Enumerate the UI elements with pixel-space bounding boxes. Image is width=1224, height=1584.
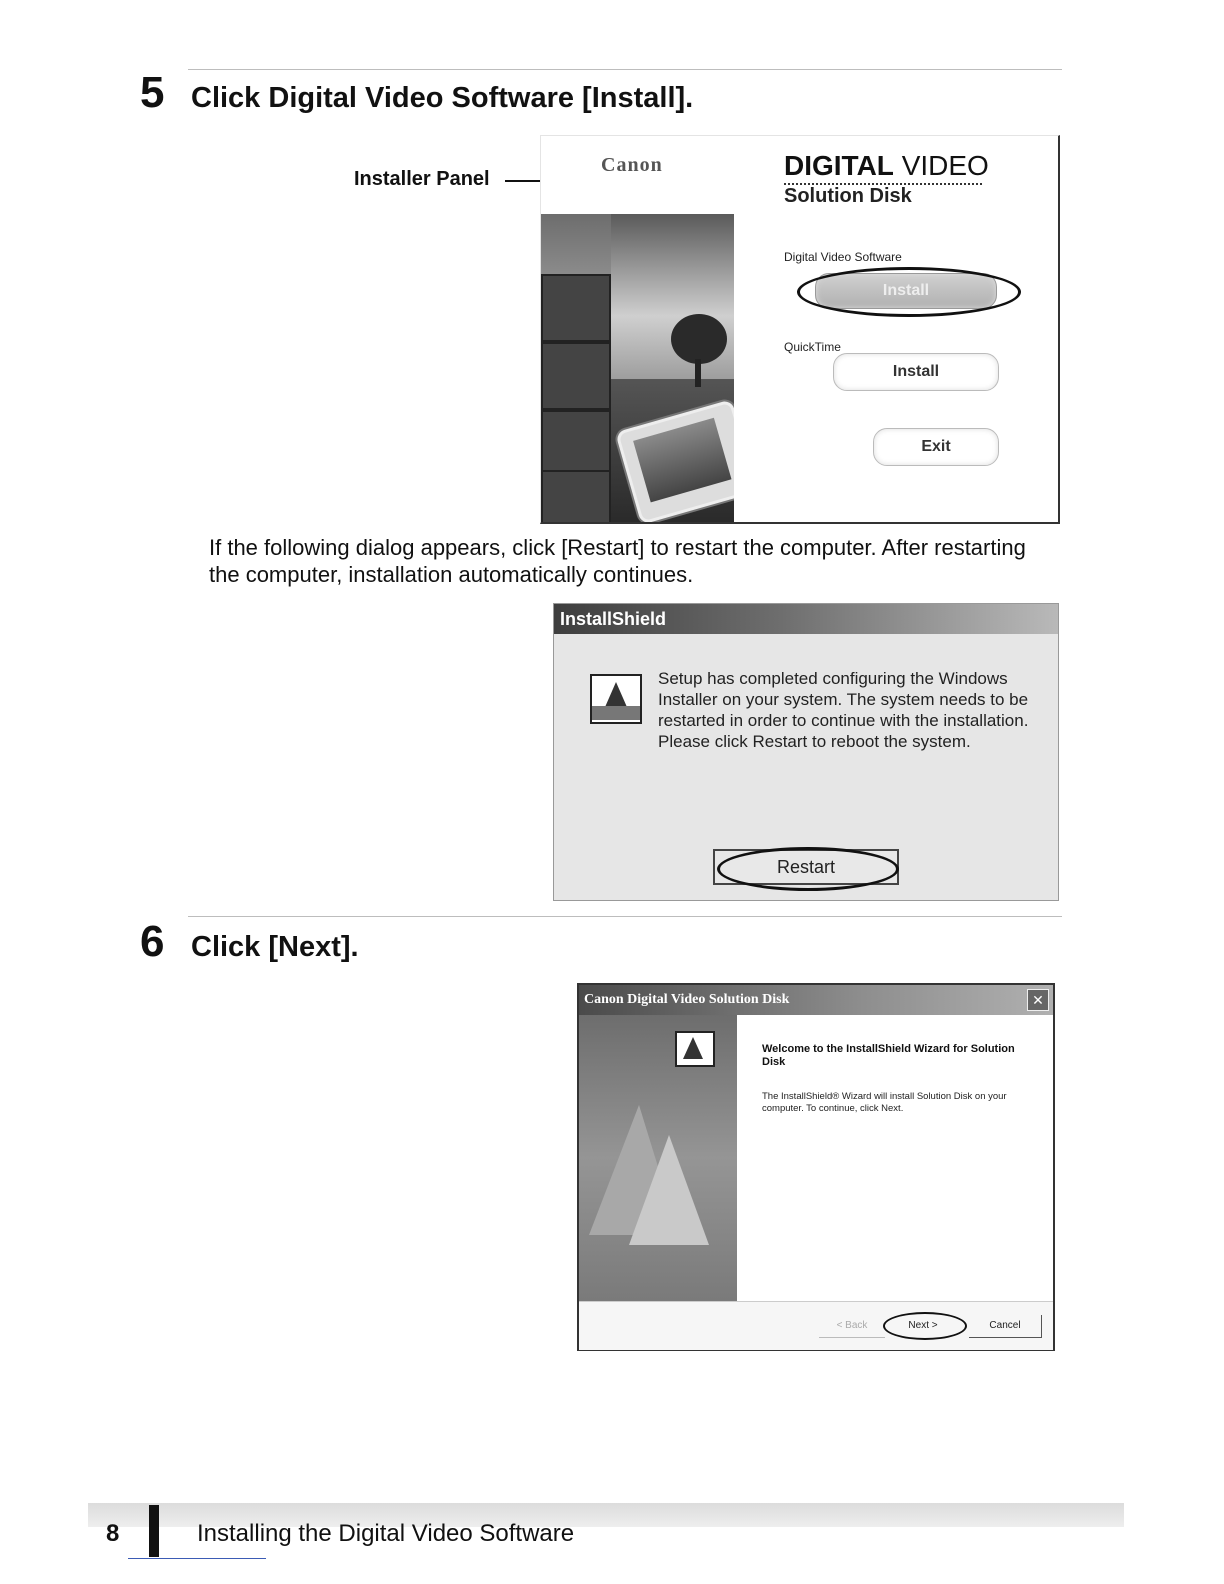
tree-trunk bbox=[695, 359, 701, 387]
wizard-icon-shape bbox=[683, 1037, 703, 1059]
step-6-title: Click [Next]. bbox=[191, 931, 359, 963]
installshield-titlebar bbox=[554, 604, 1058, 634]
wizard-title: Canon Digital Video Solution Disk bbox=[584, 992, 790, 1007]
camcorder-photo bbox=[541, 214, 734, 522]
wizard-body: The InstallShield® Wizard will install Solution Disk on your computer. To continue, click Next. bbox=[762, 1091, 1007, 1114]
wizard-heading: Welcome to the InstallShield Wizard for Solution Disk bbox=[762, 1043, 1015, 1068]
footer-underline bbox=[128, 1558, 266, 1559]
wizard-titlebar bbox=[579, 985, 1053, 1015]
cancel-button[interactable]: Cancel bbox=[969, 1315, 1042, 1338]
film-frame-2 bbox=[541, 342, 611, 410]
film-frame-4 bbox=[541, 470, 611, 522]
dvs-install-highlight bbox=[797, 267, 1021, 317]
page-number: 8 bbox=[106, 1520, 120, 1547]
restart-button[interactable]: Restart bbox=[713, 849, 899, 885]
wizard-installer-icon bbox=[675, 1031, 715, 1067]
middle-rule bbox=[188, 916, 1062, 917]
side-graphic-shape-2 bbox=[629, 1135, 709, 1245]
tree-icon bbox=[671, 314, 727, 364]
step-5-number: 5 bbox=[140, 68, 165, 117]
film-frame-1 bbox=[541, 274, 611, 342]
next-highlight bbox=[883, 1312, 967, 1340]
quicktime-install-button[interactable]: Install bbox=[833, 353, 999, 391]
installer-icon bbox=[590, 674, 642, 724]
installshield-dialog bbox=[553, 603, 1059, 901]
video-word: VIDEO bbox=[901, 150, 989, 181]
quicktime-label: QuickTime bbox=[784, 340, 841, 354]
installshield-title: InstallShield bbox=[560, 609, 667, 629]
top-rule bbox=[188, 69, 1062, 70]
restart-note: If the following dialog appears, click [Restart] to restart the computer. After restarting the computer, installation automatically continues. bbox=[209, 535, 1026, 587]
installshield-message: Setup has completed configuring the Windows Installer on your system. The system needs to be restarted in order to continue with the installation. Please click Restart to reboot the system. bbox=[658, 669, 1029, 751]
canon-logo: Canon bbox=[601, 154, 663, 176]
next-button[interactable]: Next > bbox=[908, 1320, 938, 1331]
digital-word: DIGITAL bbox=[784, 150, 894, 181]
close-icon[interactable]: ✕ bbox=[1027, 989, 1049, 1011]
footer-section-title: Installing the Digital Video Software bbox=[197, 1520, 575, 1547]
digital-video-title bbox=[784, 150, 989, 182]
installer-icon-band bbox=[592, 706, 640, 720]
dvs-label: Digital Video Software bbox=[784, 250, 902, 264]
restart-highlight bbox=[717, 847, 899, 891]
footer-marker bbox=[149, 1505, 159, 1557]
wizard-dialog bbox=[577, 983, 1055, 1351]
step-6-number: 6 bbox=[140, 917, 165, 966]
camcorder-screen-image bbox=[633, 418, 731, 503]
solution-disk-subtitle: Solution Disk bbox=[784, 185, 912, 207]
installer-panel bbox=[540, 135, 1060, 524]
exit-button[interactable]: Exit bbox=[873, 428, 999, 466]
dvs-install-button[interactable]: Install bbox=[815, 273, 997, 309]
film-frame-3 bbox=[541, 410, 611, 478]
step-5-title: Click Digital Video Software [Install]. bbox=[191, 82, 694, 114]
wizard-button-bar bbox=[579, 1301, 1053, 1350]
installer-panel-label: Installer Panel bbox=[354, 168, 490, 190]
wizard-side-graphic bbox=[579, 1015, 737, 1301]
installer-panel-callout bbox=[354, 168, 490, 191]
back-button[interactable]: < Back bbox=[819, 1315, 885, 1338]
